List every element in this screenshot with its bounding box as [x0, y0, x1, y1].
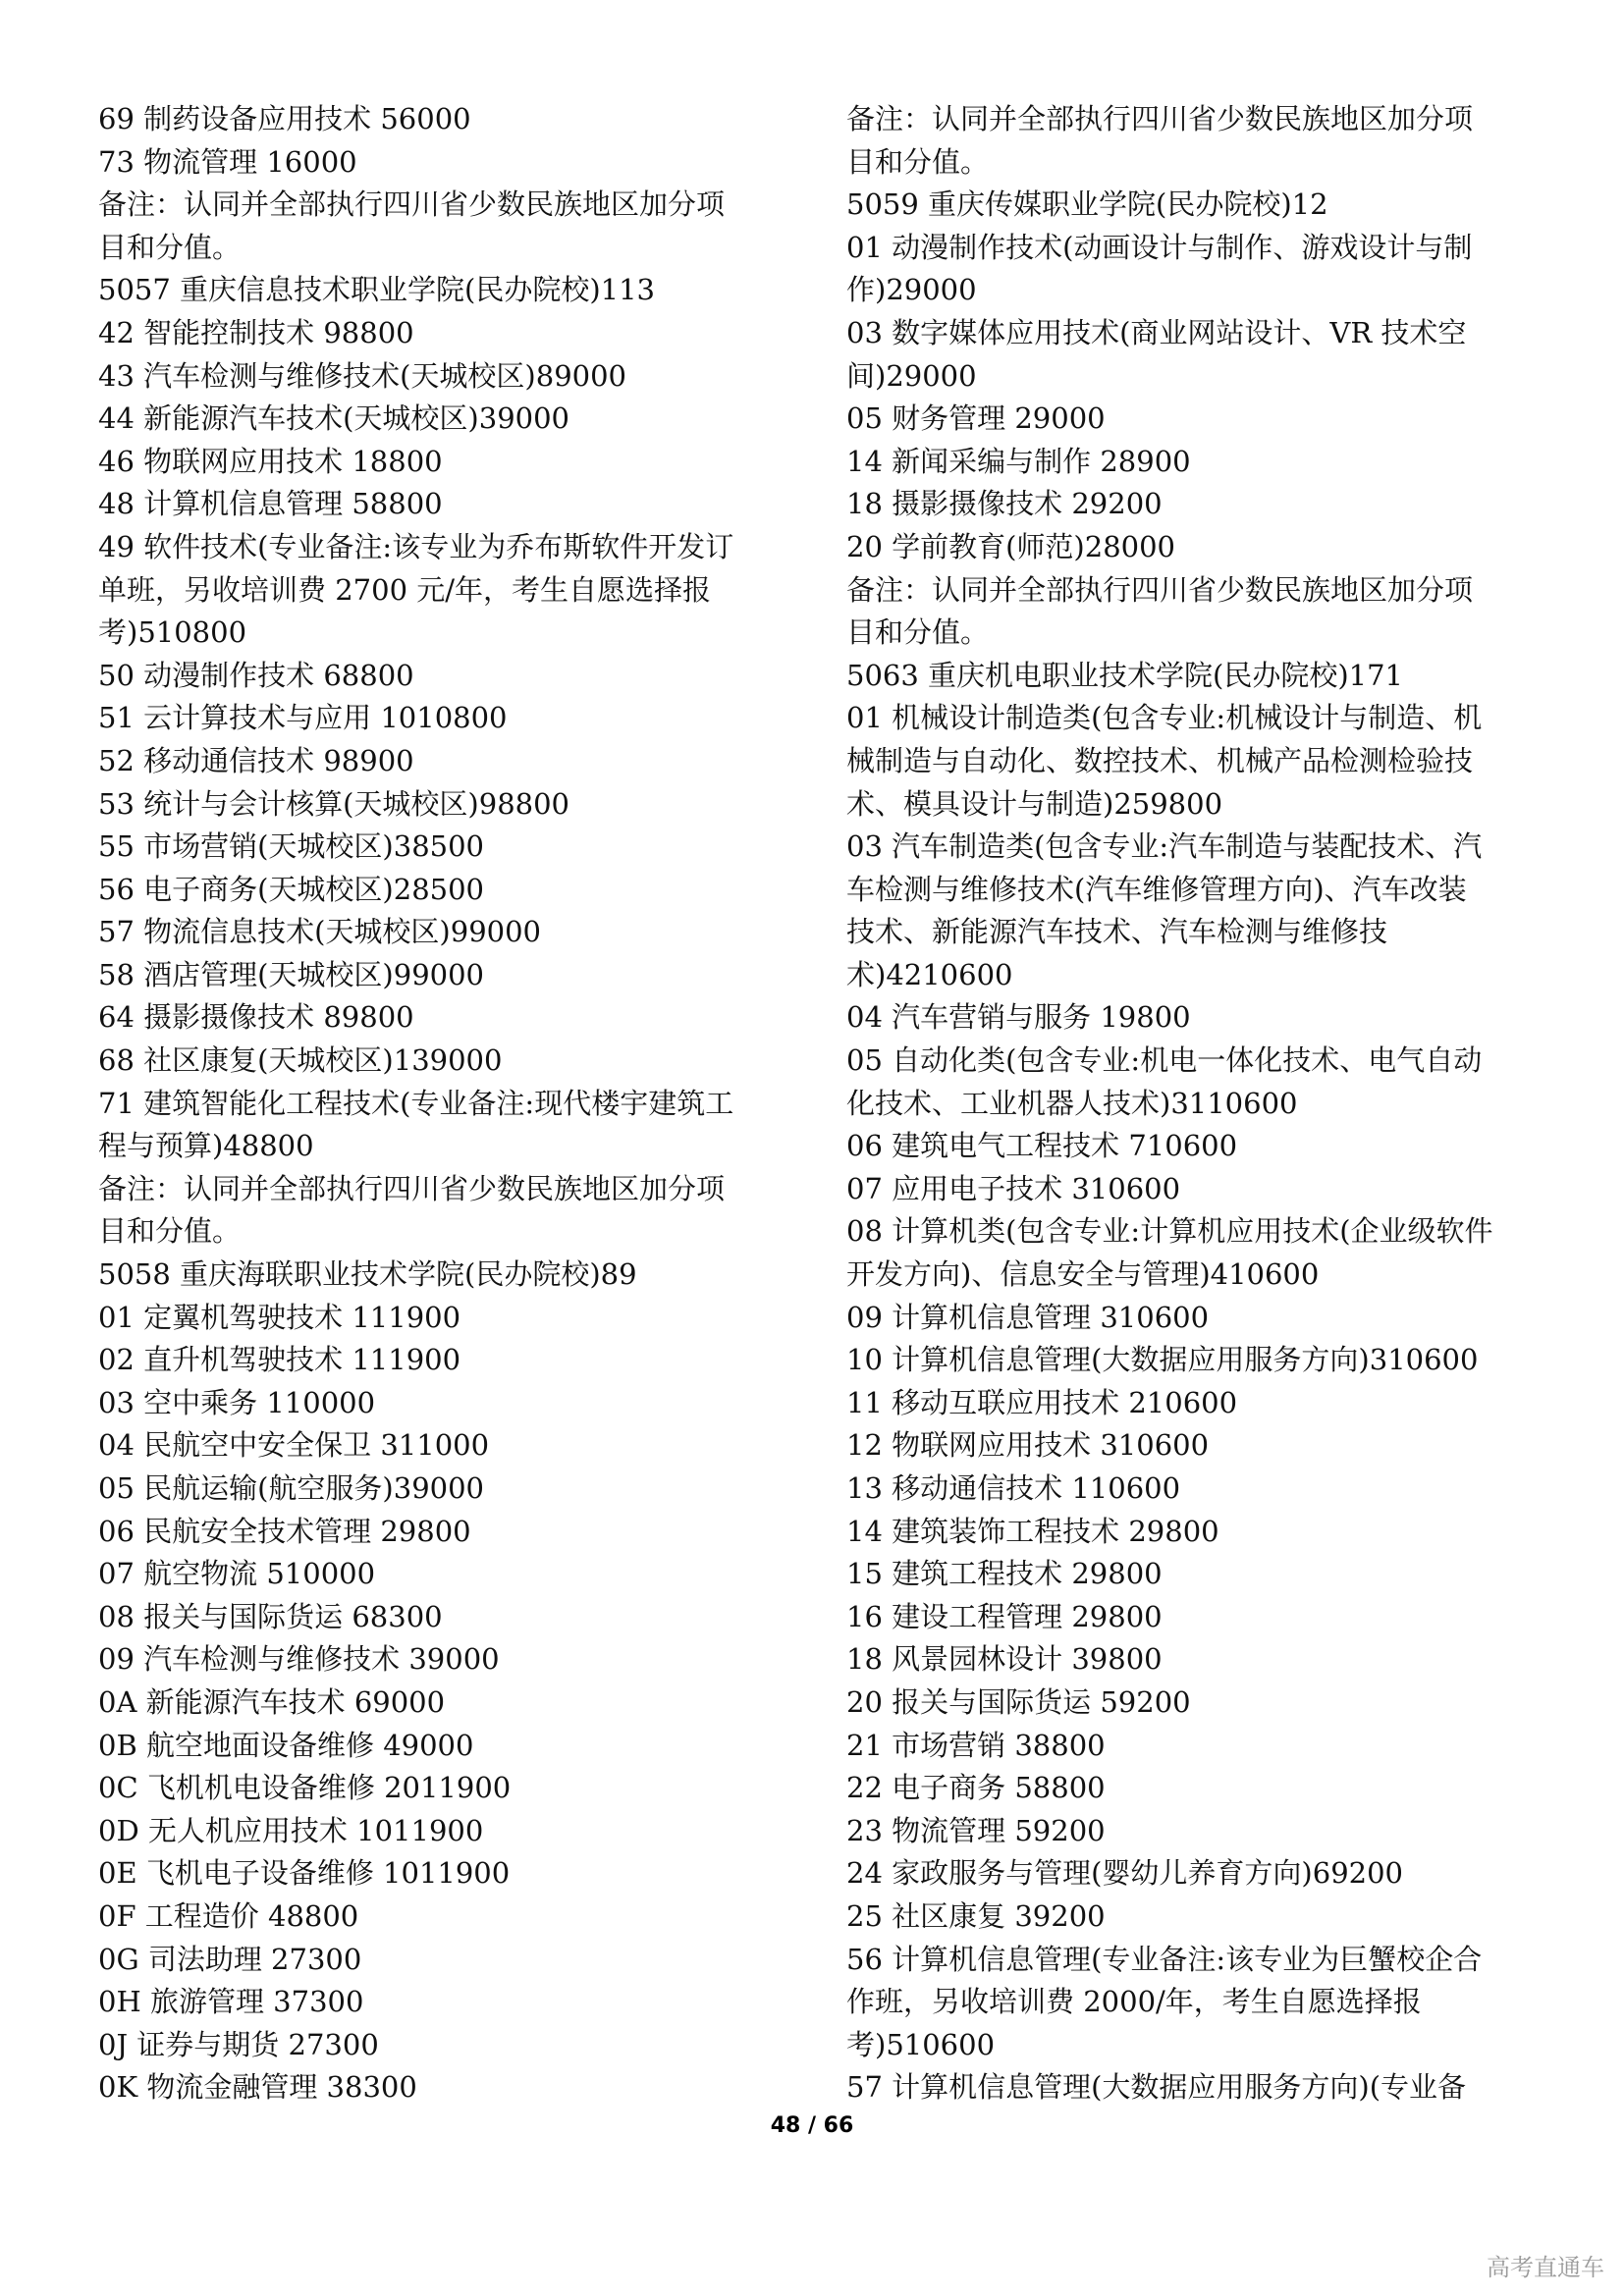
text-line: 作)29000 — [846, 273, 977, 307]
text-line: 5063 重庆机电职业技术学院(民办院校)171 — [846, 658, 1404, 692]
text-line: 71 建筑智能化工程技术(专业备注:现代楼宇建筑工 — [98, 1086, 734, 1120]
text-line: 作班，另收培训费 2000/年，考生自愿选择报 — [846, 1985, 1422, 2019]
text-line: 05 自动化类(包含专业:机电一体化技术、电气自动 — [846, 1043, 1483, 1078]
text-line: 间)29000 — [846, 358, 977, 393]
text-line: 49 软件技术(专业备注:该专业为乔布斯软件开发订 — [98, 529, 734, 563]
text-line: 51 云计算技术与应用 1010800 — [98, 701, 508, 735]
text-line: 10 计算机信息管理(大数据应用服务方向)310600 — [846, 1343, 1479, 1377]
text-line: 09 汽车检测与维修技术 39000 — [98, 1642, 500, 1677]
text-line: 单班，另收培训费 2700 元/年，考生自愿选择报 — [98, 572, 712, 607]
text-line: 58 酒店管理(天城校区)99000 — [98, 957, 485, 991]
left-column — [98, 98, 776, 2109]
text-line: 48 计算机信息管理 58800 — [98, 487, 443, 521]
text-line: 0J 证券与期货 27300 — [98, 2027, 379, 2061]
text-line: 64 摄影摄像技术 89800 — [98, 1000, 414, 1035]
text-line: 目和分值。 — [846, 615, 990, 650]
text-line: 69 制药设备应用技术 56000 — [98, 102, 471, 135]
text-line: 11 移动互联应用技术 210600 — [846, 1385, 1238, 1419]
text-line: 01 定翼机驾驶技术 111900 — [98, 1300, 461, 1334]
text-line: 01 机械设计制造类(包含专业:机械设计与制造、机 — [846, 701, 1483, 735]
text-line: 03 空中乘务 110000 — [98, 1385, 376, 1419]
text-line: 考)510800 — [98, 615, 247, 650]
text-line: 0F 工程造价 48800 — [98, 1898, 359, 1933]
text-line: 24 家政服务与管理(婴幼儿养育方向)69200 — [846, 1856, 1404, 1891]
text-line: 23 物流管理 59200 — [846, 1813, 1106, 1847]
text-line: 06 民航安全技术管理 29800 — [98, 1514, 471, 1548]
text-line: 46 物联网应用技术 18800 — [98, 444, 443, 478]
text-line: 化技术、工业机器人技术)3110600 — [846, 1086, 1298, 1120]
text-line: 0C 飞机机电设备维修 2011900 — [98, 1771, 512, 1805]
text-line: 16 建设工程管理 29800 — [846, 1599, 1163, 1633]
text-line: 5059 重庆传媒职业学院(民办院校)12 — [846, 187, 1328, 222]
text-line: 44 新能源汽车技术(天城校区)39000 — [98, 401, 570, 436]
text-line: 12 物联网应用技术 310600 — [846, 1428, 1210, 1463]
text-line: 0A 新能源汽车技术 69000 — [98, 1684, 446, 1719]
text-line: 0G 司法助理 27300 — [98, 1942, 362, 1976]
text-line: 52 移动通信技术 98900 — [98, 743, 414, 777]
text-line: 25 社区康复 39200 — [846, 1898, 1106, 1933]
text-line: 04 民航空中安全保卫 311000 — [98, 1428, 490, 1463]
text-line: 43 汽车检测与维修技术(天城校区)89000 — [98, 358, 627, 393]
text-line: 备注：认同并全部执行四川省少数民族地区加分项 — [98, 187, 726, 222]
text-line: 08 报关与国际货运 68300 — [98, 1599, 443, 1633]
text-line: 0K 物流金融管理 38300 — [98, 2070, 417, 2105]
text-line: 56 电子商务(天城校区)28500 — [98, 872, 485, 906]
text-line: 程与预算)48800 — [98, 1129, 314, 1163]
text-line: 07 应用电子技术 310600 — [846, 1171, 1181, 1205]
text-line: 车检测与维修技术(汽车维修管理方向)、汽车改装 — [846, 872, 1467, 906]
text-line: 02 直升机驾驶技术 111900 — [98, 1343, 461, 1377]
text-line: 目和分值。 — [98, 1214, 242, 1249]
text-line: 08 计算机类(包含专业:计算机应用技术(企业级软件 — [846, 1214, 1493, 1249]
text-line: 57 物流信息技术(天城校区)99000 — [98, 915, 542, 949]
text-line: 15 建筑工程技术 29800 — [846, 1557, 1163, 1591]
text-line: 42 智能控制技术 98800 — [98, 315, 414, 349]
text-line: 57 计算机信息管理(大数据应用服务方向)(专业备 — [846, 2070, 1467, 2105]
text-line: 13 移动通信技术 110600 — [846, 1471, 1181, 1505]
text-line: 考)510600 — [846, 2027, 996, 2061]
text-line: 55 市场营销(天城校区)38500 — [98, 829, 485, 864]
text-line: 06 建筑电气工程技术 710600 — [846, 1129, 1238, 1163]
text-line: 22 电子商务 58800 — [846, 1771, 1106, 1805]
text-line: 术)4210600 — [846, 957, 1013, 991]
text-line: 14 新闻采编与制作 28900 — [846, 444, 1191, 478]
text-line: 备注：认同并全部执行四川省少数民族地区加分项 — [846, 102, 1474, 135]
text-line: 05 财务管理 29000 — [846, 401, 1106, 436]
text-line: 18 摄影摄像技术 29200 — [846, 487, 1163, 521]
text-line: 械制造与自动化、数控技术、机械产品检测检验技 — [846, 743, 1474, 777]
text-line: 20 报关与国际货运 59200 — [846, 1684, 1191, 1719]
text-line: 03 汽车制造类(包含专业:汽车制造与装配技术、汽 — [846, 829, 1483, 864]
text-line: 14 建筑装饰工程技术 29800 — [846, 1514, 1219, 1548]
text-line: 09 计算机信息管理 310600 — [846, 1300, 1210, 1334]
text-line: 0D 无人机应用技术 1011900 — [98, 1813, 484, 1847]
text-line: 20 学前教育(师范)28000 — [846, 529, 1176, 563]
text-line: 21 市场营销 38800 — [846, 1728, 1106, 1762]
text-line: 5057 重庆信息技术职业学院(民办院校)113 — [98, 273, 656, 307]
text-line: 备注：认同并全部执行四川省少数民族地区加分项 — [846, 572, 1474, 607]
text-line: 53 统计与会计核算(天城校区)98800 — [98, 786, 570, 821]
text-line: 07 航空物流 510000 — [98, 1557, 376, 1591]
text-line: 01 动漫制作技术(动画设计与制作、游戏设计与制 — [846, 230, 1473, 264]
text-line: 05 民航运输(航空服务)39000 — [98, 1471, 485, 1505]
page-number: 48 / 66 — [770, 2113, 854, 2138]
text-line: 04 汽车营销与服务 19800 — [846, 1000, 1191, 1035]
text-line: 56 计算机信息管理(专业备注:该专业为巨蟹校企合 — [846, 1942, 1483, 1976]
text-line: 目和分值。 — [846, 144, 990, 179]
text-line: 73 物流管理 16000 — [98, 144, 357, 179]
text-line: 0H 旅游管理 37300 — [98, 1985, 364, 2019]
text-line: 0B 航空地面设备维修 49000 — [98, 1728, 474, 1762]
text-line: 技术、新能源汽车技术、汽车检测与维修技 — [846, 915, 1388, 949]
text-line: 备注：认同并全部执行四川省少数民族地区加分项 — [98, 1171, 726, 1205]
watermark: 高考直通车 — [1487, 2254, 1604, 2281]
text-line: 03 数字媒体应用技术(商业网站设计、VR 技术空 — [846, 315, 1467, 349]
text-line: 0E 飞机电子设备维修 1011900 — [98, 1856, 511, 1891]
text-line: 5058 重庆海联职业技术学院(民办院校)89 — [98, 1257, 637, 1292]
text-line: 50 动漫制作技术 68800 — [98, 658, 414, 692]
text-line: 开发方向)、信息安全与管理)410600 — [846, 1257, 1320, 1292]
right-column — [846, 98, 1534, 2109]
text-line: 18 风景园林设计 39800 — [846, 1642, 1163, 1677]
text-line: 目和分值。 — [98, 230, 242, 264]
text-line: 68 社区康复(天城校区)139000 — [98, 1043, 503, 1078]
text-line: 术、模具设计与制造)259800 — [846, 786, 1223, 821]
